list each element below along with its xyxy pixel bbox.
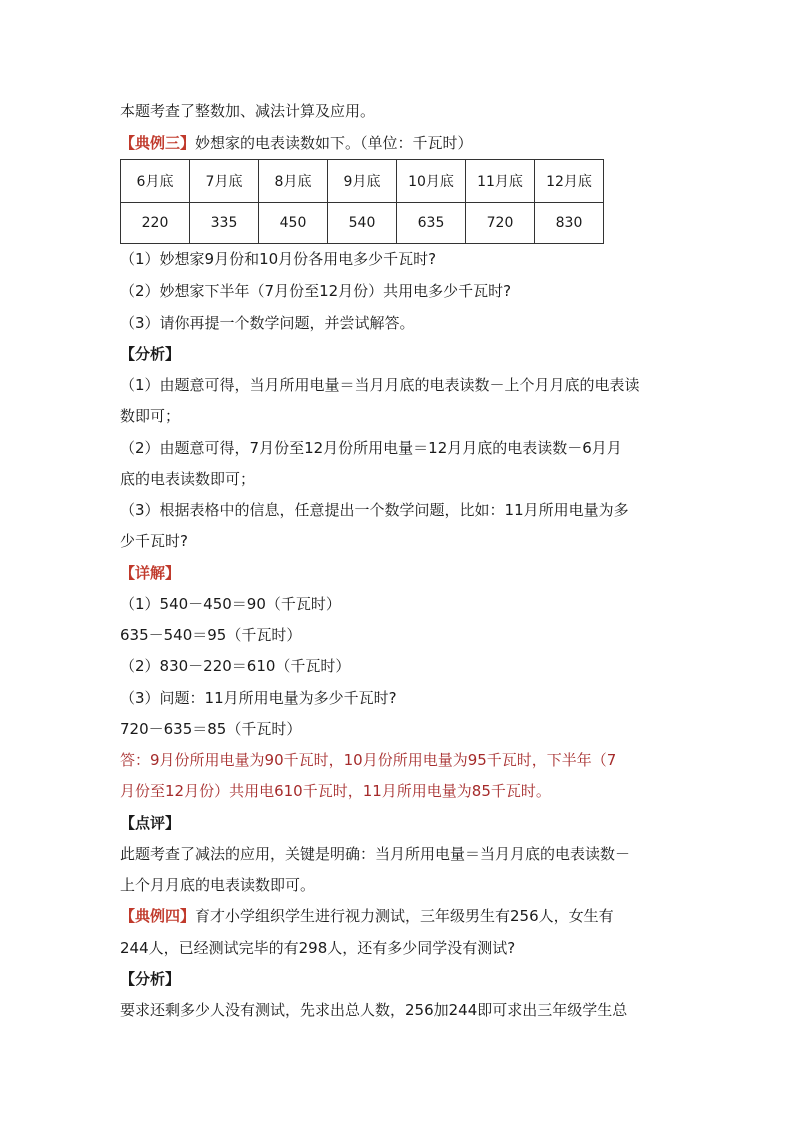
question-1: （1）妙想家9月份和10月份各用电多少千瓦时? (120, 250, 437, 268)
detail-line: 720－635＝85（千瓦时） (120, 720, 302, 738)
table-header-cell: 12月底 (535, 160, 604, 203)
table-header-cell: 9月底 (328, 160, 397, 203)
answer-line: 月份至12月份）共用电610千瓦时，11月所用电量为85千瓦时。 (120, 782, 551, 800)
detail-label: 【详解】 (120, 564, 181, 582)
analysis-line: （1）由题意可得，当月所用电量＝当月月底的电表读数－上个月月底的电表读 (120, 376, 640, 394)
table-cell: 540 (328, 203, 397, 244)
example4-text: 育才小学组织学生进行视力测试，三年级男生有256人，女生有 (195, 907, 614, 925)
table-cell: 720 (466, 203, 535, 244)
intro-text: 本题考查了整数加、减法计算及应用。 (120, 102, 376, 120)
comment-line: 此题考查了减法的应用，关键是明确：当月所用电量＝当月月底的电表读数－ (120, 845, 631, 863)
comment-label: 【点评】 (120, 814, 181, 832)
example4-analysis-line: 要求还剩多少人没有测试，先求出总人数，256加244即可求出三年级学生总 (120, 1001, 628, 1019)
answer-line: 答：9月份所用电量为90千瓦时，10月份所用电量为95千瓦时，下半年（7 (120, 751, 617, 769)
example4-text-line: 244人，已经测试完毕的有298人，还有多少同学没有测试? (120, 939, 516, 957)
question-3: （3）请你再提一个数学问题，并尝试解答。 (120, 314, 415, 332)
detail-line: （3）问题：11月所用电量为多少千瓦时? (120, 689, 397, 707)
table-row (121, 203, 604, 244)
table-cell: 830 (535, 203, 604, 244)
table-header-cell: 11月底 (466, 160, 535, 203)
table-header-cell: 6月底 (121, 160, 190, 203)
table-cell: 335 (190, 203, 259, 244)
analysis-line: 少千瓦时? (120, 532, 188, 550)
analysis-line: （3）根据表格中的信息，任意提出一个数学问题，比如：11月所用电量为多 (120, 501, 629, 519)
example3-tag: 【典例三】 (120, 134, 196, 152)
table-header-cell: 7月底 (190, 160, 259, 203)
table-header-row (121, 160, 604, 203)
analysis-label: 【分析】 (120, 345, 181, 363)
table-header-cell: 8月底 (259, 160, 328, 203)
detail-line: （2）830－220＝610（千瓦时） (120, 657, 351, 675)
example4-heading (120, 906, 614, 926)
detail-line: 635－540＝95（千瓦时） (120, 626, 302, 644)
table-cell: 635 (397, 203, 466, 244)
analysis-line: 底的电表读数即可； (120, 470, 256, 488)
table-header-cell: 10月底 (397, 160, 466, 203)
question-2: （2）妙想家下半年（7月份至12月份）共用电多少千瓦时? (120, 282, 512, 300)
analysis-line: 数即可； (120, 407, 181, 425)
comment-line: 上个月月底的电表读数即可。 (120, 876, 316, 894)
example3-heading (120, 133, 473, 153)
table-cell: 220 (121, 203, 190, 244)
example4-tag: 【典例四】 (120, 907, 196, 925)
table-cell: 450 (259, 203, 328, 244)
example3-text: 妙想家的电表读数如下。（单位：千瓦时） (195, 134, 473, 152)
meter-table (120, 159, 604, 244)
analysis-line: （2）由题意可得，7月份至12月份所用电量＝12月月底的电表读数－6月月 (120, 439, 622, 457)
detail-line: （1）540－450＝90（千瓦时） (120, 595, 341, 613)
example4-analysis-label: 【分析】 (120, 970, 181, 988)
